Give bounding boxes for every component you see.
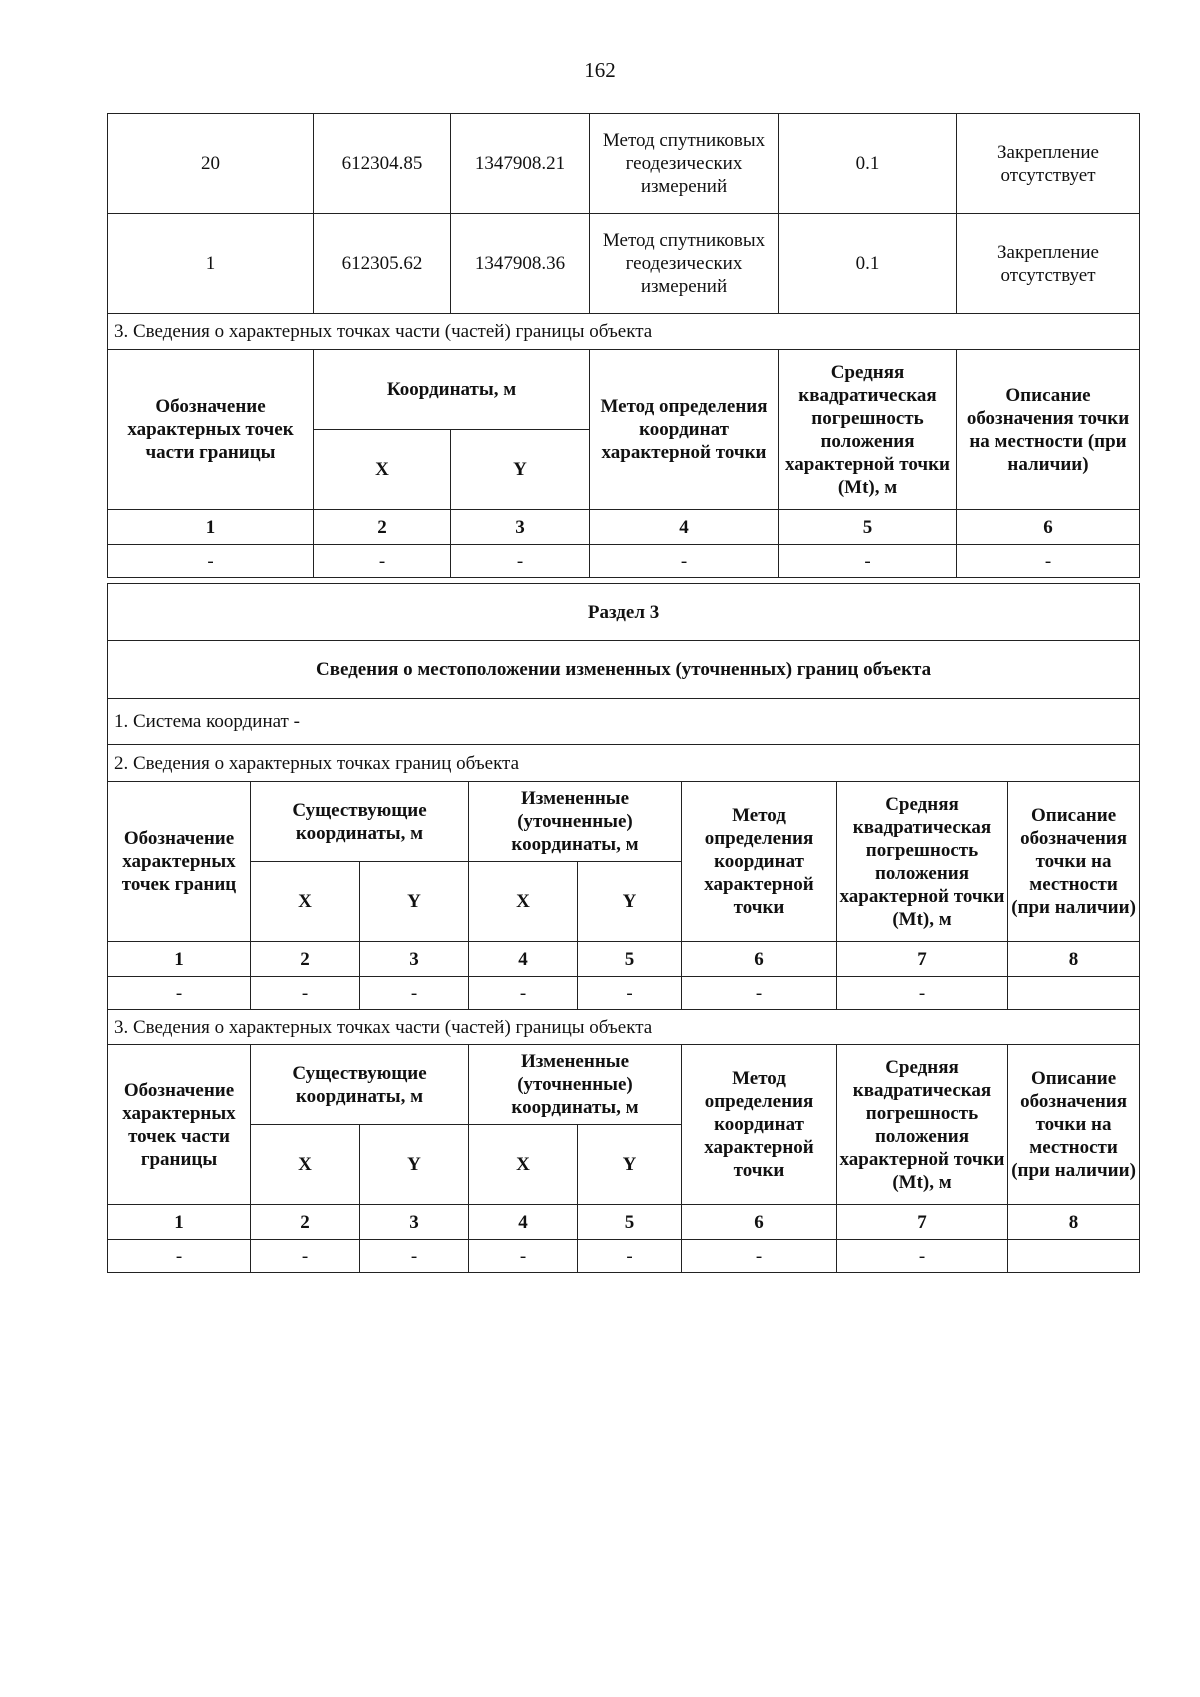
header-method: Метод определения координат характерной точки: [682, 782, 837, 942]
data-cell: -: [578, 977, 682, 1010]
data-cell: -: [108, 1240, 251, 1273]
point-cell: 1: [108, 214, 314, 314]
data-cell: -: [590, 545, 779, 578]
col-number: 1: [108, 510, 314, 545]
section3-table: [107, 583, 1140, 1273]
method-cell: Метод спутниковых геодезических измерений: [590, 214, 779, 314]
header-method: Метод определения координат характерной точки: [590, 350, 779, 510]
col-number: 2: [251, 1205, 360, 1240]
column-numbers-row: [108, 1205, 1140, 1240]
col-number: 6: [957, 510, 1140, 545]
col-number: 5: [578, 942, 682, 977]
header-y: Y: [360, 1125, 469, 1205]
col-number: 4: [590, 510, 779, 545]
method-cell: Метод спутниковых геодезических измерений: [590, 114, 779, 214]
header-x: X: [469, 1125, 578, 1205]
data-cell: -: [108, 977, 251, 1010]
col-number: 7: [837, 942, 1008, 977]
header-y: Y: [578, 1125, 682, 1205]
data-cell: -: [251, 977, 360, 1010]
header-coords: Координаты, м: [314, 350, 590, 430]
coord-system: 1. Система координат -: [108, 699, 1140, 745]
header-y: Y: [360, 862, 469, 942]
data-cell: -: [682, 1240, 837, 1273]
header-designation: Обозначение характерных точек части границы: [108, 350, 314, 510]
table-row: [108, 214, 1140, 314]
error-cell: 0.1: [779, 214, 957, 314]
col-number: 1: [108, 942, 251, 977]
col-number: 3: [360, 942, 469, 977]
col-number: 6: [682, 942, 837, 977]
data-cell: -: [108, 545, 314, 578]
header-error: Средняя квадратическая погрешность положения характерной точки (Mt), м: [837, 782, 1008, 942]
data-cell: -: [957, 545, 1140, 578]
col-number: 5: [779, 510, 957, 545]
col-number: 3: [451, 510, 590, 545]
column-numbers-row: [108, 942, 1140, 977]
x-cell: 612305.62: [314, 214, 451, 314]
data-cell: -: [251, 1240, 360, 1273]
header-changed: Измененные (уточненные) координаты, м: [469, 782, 682, 862]
data-cell: [1008, 977, 1140, 1010]
col-number: 2: [314, 510, 451, 545]
data-cell: -: [578, 1240, 682, 1273]
header-method: Метод определения координат характерной точки: [682, 1045, 837, 1205]
header-existing: Существующие координаты, м: [251, 782, 469, 862]
header-x: X: [469, 862, 578, 942]
header-description: Описание обозначения точки на местности (при наличии): [957, 350, 1140, 510]
data-cell: -: [469, 977, 578, 1010]
col-number: 8: [1008, 942, 1140, 977]
col-number: 2: [251, 942, 360, 977]
table-row: [108, 114, 1140, 214]
header-designation: Обозначение характерных точек части границы: [108, 1045, 251, 1205]
header-x: X: [251, 862, 360, 942]
y-cell: 1347908.36: [451, 214, 590, 314]
header-error: Средняя квадратическая погрешность положения характерной точки (Mt), м: [837, 1045, 1008, 1205]
col-number: 7: [837, 1205, 1008, 1240]
data-cell: -: [360, 977, 469, 1010]
table-row: [108, 977, 1140, 1010]
data-cell: -: [837, 977, 1008, 1010]
data-cell: -: [779, 545, 957, 578]
column-numbers-row: [108, 510, 1140, 545]
table-row: [108, 545, 1140, 578]
x-cell: 612304.85: [314, 114, 451, 214]
col-number: 3: [360, 1205, 469, 1240]
col-number: 1: [108, 1205, 251, 1240]
data-cell: -: [360, 1240, 469, 1273]
section-title: Раздел 3: [108, 584, 1140, 641]
boundary-points-heading: 2. Сведения о характерных точках границ объекта: [108, 745, 1140, 782]
data-cell: -: [682, 977, 837, 1010]
header-changed: Измененные (уточненные) координаты, м: [469, 1045, 682, 1125]
header-x: X: [314, 430, 451, 510]
error-cell: 0.1: [779, 114, 957, 214]
header-y: Y: [578, 862, 682, 942]
data-cell: -: [451, 545, 590, 578]
part-boundary-table: [107, 113, 1140, 578]
part-points-heading: 3. Сведения о характерных точках части (частей) границы объекта: [108, 1010, 1140, 1045]
description-cell: Закрепление отсутствует: [957, 114, 1140, 214]
header-existing: Существующие координаты, м: [251, 1045, 469, 1125]
section-subtitle: Сведения о местоположении измененных (уточненных) границ объекта: [108, 641, 1140, 699]
data-cell: -: [837, 1240, 1008, 1273]
table-row: [108, 1240, 1140, 1273]
col-number: 5: [578, 1205, 682, 1240]
col-number: 4: [469, 1205, 578, 1240]
header-designation: Обозначение характерных точек границ: [108, 782, 251, 942]
description-cell: Закрепление отсутствует: [957, 214, 1140, 314]
header-y: Y: [451, 430, 590, 510]
col-number: 6: [682, 1205, 837, 1240]
col-number: 4: [469, 942, 578, 977]
y-cell: 1347908.21: [451, 114, 590, 214]
header-error: Средняя квадратическая погрешность положения характерной точки (Mt), м: [779, 350, 957, 510]
col-number: 8: [1008, 1205, 1140, 1240]
data-cell: -: [314, 545, 451, 578]
header-description: Описание обозначения точки на местности (при наличии): [1008, 1045, 1140, 1205]
section-heading: 3. Сведения о характерных точках части (частей) границы объекта: [108, 314, 1140, 350]
header-description: Описание обозначения точки на местности (при наличии): [1008, 782, 1140, 942]
point-cell: 20: [108, 114, 314, 214]
data-cell: [1008, 1240, 1140, 1273]
header-x: X: [251, 1125, 360, 1205]
data-cell: -: [469, 1240, 578, 1273]
page-number: 162: [584, 58, 616, 82]
